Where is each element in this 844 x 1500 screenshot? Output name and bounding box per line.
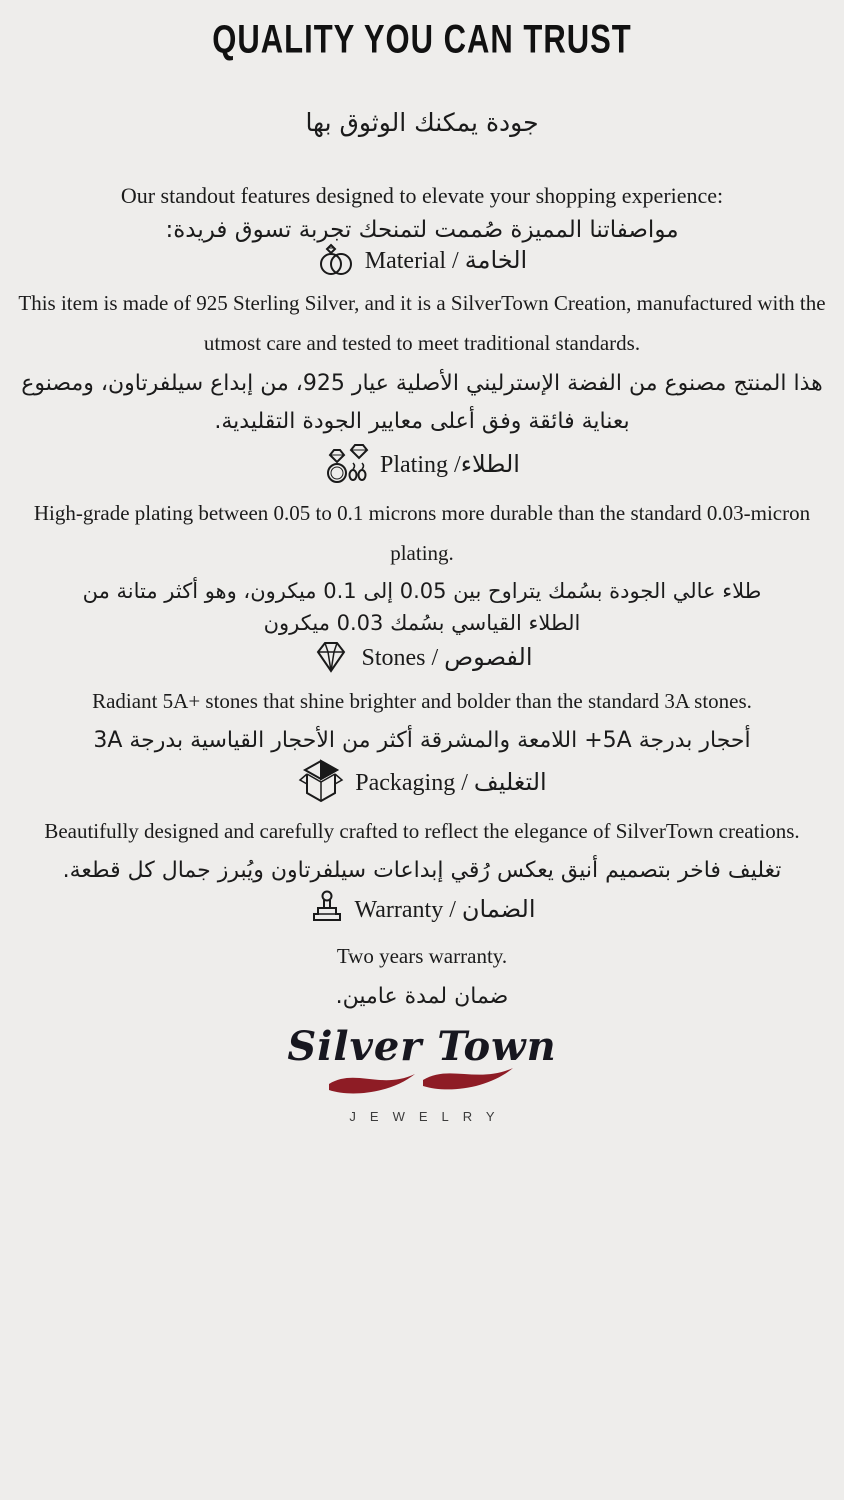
warranty-text-en: Two years warranty. <box>336 944 508 968</box>
intro-text-en: Our standout features designed to elevate your shopping experience: <box>120 183 724 208</box>
stones-text-en: Radiant 5A+ stones that shine brighter and bolder than the standard 3A stones. <box>92 689 752 713</box>
brand-logo-subtext: JEWELRY <box>349 1109 509 1124</box>
wedding-rings-icon <box>317 243 355 277</box>
material-header <box>0 243 844 277</box>
material-section <box>0 243 844 441</box>
brand-logo-script: Silver Town <box>287 1023 557 1070</box>
page-title-text: QUALITY YOU CAN TRUST <box>212 16 632 62</box>
packaging-section <box>0 759 844 889</box>
stones-section <box>0 639 844 759</box>
stones-title: Stones / الفصوص <box>361 644 533 671</box>
material-text-ar: هذا المنتج مصنوع من الفضة الإسترليني الأصلية عيار 925، من إبداع سيلفرتاون، ومصنوع بعناية فائقة وفق أعلى معايير الجودة التقليدية. <box>21 371 823 434</box>
packaging-text-en: Beautifully designed and carefully crafted to reflect the elegance of SilverTown creations. <box>44 819 800 843</box>
material-text-en: This item is made of 925 Sterling Silver, and it is a SilverTown Creation, manufactured with the utmost care and tested to meet traditional standards. <box>18 291 826 355</box>
warranty-text-ar: ضمان لمدة عامين. <box>335 984 509 1009</box>
packaging-header <box>0 759 844 805</box>
stamp-icon <box>309 889 345 929</box>
packaging-title: Packaging / التغليف <box>355 769 547 796</box>
plating-text-ar: طلاء عالي الجودة بسُمك يتراوح بين 0.05 إلى 0.1 ميكرون، وهو أكثر متانة من الطلاء القياسي بسُمك 0.03 ميكرون <box>82 579 762 635</box>
packaging-text-ar: تغليف فاخر بتصميم أنيق يعكس رُقي إبداعات سيلفرتاون ويُبرز جمال كل قطعة. <box>62 858 782 883</box>
diamond-icon <box>311 639 351 675</box>
jewelry-set-icon <box>324 441 370 487</box>
plating-title: Plating /الطلاء <box>380 451 520 478</box>
brand-logo-swoosh-icon <box>0 1066 844 1101</box>
open-box-icon <box>297 759 345 805</box>
material-title: Material / الخامة <box>364 247 528 274</box>
plating-text-en: High-grade plating between 0.05 to 0.1 microns more durable than the standard 0.03-micron plating. <box>33 501 811 565</box>
plating-section <box>0 441 844 639</box>
intro-text-ar: مواصفاتنا المميزة صُممت لتمنحك تجربة تسوق فريدة: <box>165 217 679 243</box>
page-title <box>0 0 844 62</box>
brand-logo <box>0 1023 844 1124</box>
warranty-section <box>0 889 844 1015</box>
warranty-header <box>0 889 844 929</box>
stones-text-ar: أحجار بدرجة 5A+ اللامعة والمشرقة أكثر من الأحجار القياسية بدرجة 3A <box>93 728 751 753</box>
page-title-arabic: جودة يمكنك الوثوق بها <box>305 108 539 137</box>
plating-header <box>0 441 844 487</box>
stones-header <box>0 639 844 675</box>
warranty-title: Warranty / الضمان <box>354 896 536 923</box>
